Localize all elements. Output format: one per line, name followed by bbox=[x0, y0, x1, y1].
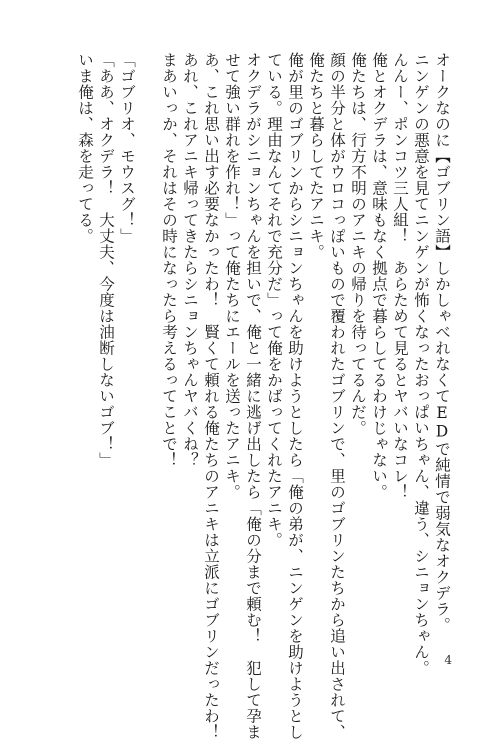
text-line: オクデラがシニョンちゃんを担いで、俺と一緒に逃げ出したら「俺の分まで頼む！ 犯して孕ま bbox=[244, 52, 262, 740]
text-line: 俺たちは、行方不明のアニキの帰りを待ってるんだ。 bbox=[349, 52, 367, 436]
text-line: 俺たちと暮らしてたアニキ。 bbox=[307, 52, 325, 260]
text-line: まあいっか、それはその時になったら考えるってことで！ bbox=[160, 52, 178, 468]
text-line: いま俺は、森を走ってる。 bbox=[76, 52, 94, 244]
blank-line bbox=[140, 52, 156, 652]
text-line: 「ゴブリオ、モウスグ！」 bbox=[118, 52, 136, 244]
text-line: 俺が里のゴブリンからシニョンちゃんを助けようとしたら「俺の弟が、ニンゲンを助けようとし bbox=[286, 52, 304, 740]
vertical-text-block bbox=[76, 52, 451, 740]
text-line: んんー、ポンコツ三人組！ あらためて見るとヤバいなコレ！ bbox=[391, 52, 409, 500]
text-line: あれ、これアニキ帰ってきたらシニョンちゃんヤバくね？ bbox=[181, 52, 199, 468]
text-line: 「ああ、オクデラ！ 大丈夫、今度は油断しないゴブ！」 bbox=[97, 52, 115, 468]
text-line: ている。理由なんてそれで充分だ」って俺をかばってくれたアニキ。 bbox=[265, 52, 283, 548]
text-line: 顔の半分と体がウロコっぽいもので覆われたゴブリンで、里のゴブリンたちから追い出されて、 bbox=[328, 52, 346, 740]
text-line: せて強い群れを作れ！」って俺たちにエールを送ったアニキ。 bbox=[223, 52, 241, 500]
page-number: 4 bbox=[444, 653, 452, 667]
text-line: オークなのに【ゴブリン語】しかしゃべれなくてEDで純情で弱気なオクデラ。 bbox=[433, 52, 451, 633]
text-line: あ、これ思い出す必要なかったわ！ 賢くて頼れる俺たちのアニキは立派にゴブリンだったわ！ bbox=[202, 52, 220, 740]
text-line: ニンゲンの悪意を見てニンゲンが怖くなったおっぱいちゃん、違う、シニョンちゃん。 bbox=[412, 52, 430, 676]
text-line: 俺とオクデラは、意味もなく拠点で暮らしてるわけじゃない。 bbox=[370, 52, 388, 500]
